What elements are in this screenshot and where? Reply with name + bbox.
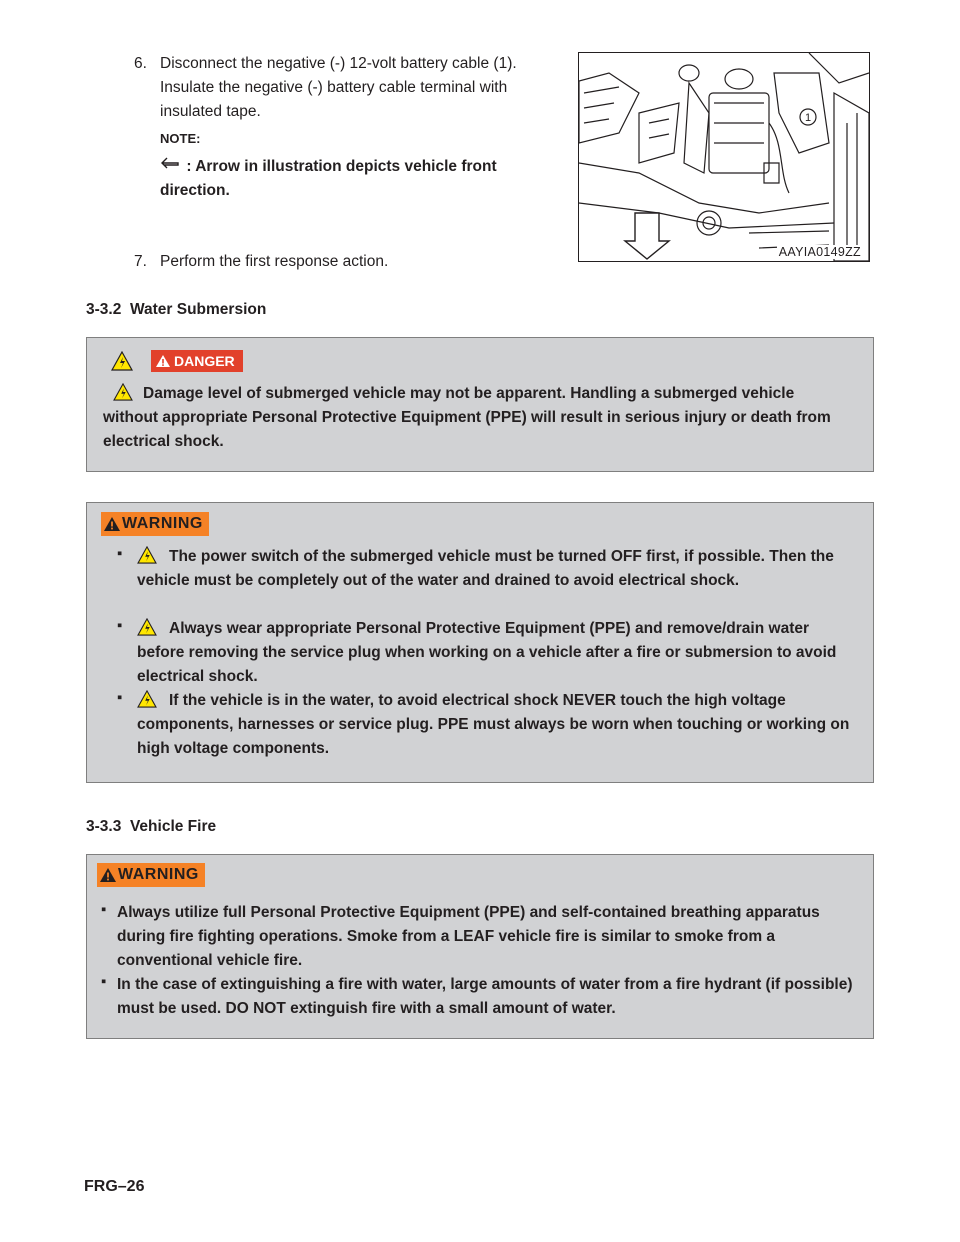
bullet: ▪: [117, 689, 123, 706]
note-body: : Arrow in illustration depicts vehicle front direction.: [160, 158, 497, 199]
high-voltage-icon: [137, 618, 157, 636]
bullet: ▪: [101, 901, 107, 918]
alert-icon: [155, 354, 171, 368]
warning-text: Always wear appropriate Personal Protective Equipment (PPE) and remove/drain water before removing the service plug when working on a vehicle after a fire or submersion to avoid electrical shock.: [137, 620, 837, 685]
danger-panel: [86, 337, 874, 472]
step-6: [134, 52, 554, 126]
page-number: FRG–26: [84, 1178, 145, 1195]
step-6-number: 6.: [134, 55, 147, 72]
step-7-text: Perform the first response action.: [160, 253, 389, 270]
danger-header: [111, 350, 243, 372]
arrow-icon: [160, 156, 182, 170]
danger-label: DANGER: [174, 353, 235, 369]
figure-callout: 1: [804, 112, 812, 124]
section-heading-fire: 3-3.3 Vehicle Fire: [86, 818, 217, 835]
warning-text: The power switch of the submerged vehicle must be turned OFF first, if possible. Then the vehicle must be completely out of the water and drained to avoid electrical shock.: [137, 548, 834, 589]
step-6-text: Disconnect the negative (-) 12-volt battery cable (1). Insulate the negative (-) battery cable terminal with insulated tape.: [160, 55, 517, 120]
warning-label: WARNING: [118, 866, 199, 883]
bullet: ▪: [117, 545, 123, 562]
warning-text: Always utilize full Personal Protective Equipment (PPE) and self-contained breathing apparatus during fire fighting operations. Smoke from a LEAF vehicle fire is similar to smoke from a conventional vehicle fire.: [117, 904, 820, 969]
warning-text: If the vehicle is in the water, to avoid electrical shock NEVER touch the high voltage components, harnesses or service plug. PPE must always be worn when touching or working on high voltage components.: [137, 692, 850, 757]
warning-item: [117, 545, 857, 593]
step-7-number: 7.: [134, 253, 147, 270]
danger-badge: [151, 350, 243, 372]
step-7: [134, 250, 554, 276]
warning-panel-water: [86, 502, 874, 783]
warning-text: In the case of extinguishing a fire with water, large amounts of water from a fire hydrant (if possible) must be used. DO NOT extinguish fire with a small amount of water.: [117, 976, 853, 1017]
warning-badge: [101, 512, 209, 536]
bullet: ▪: [117, 617, 123, 634]
high-voltage-icon: [137, 546, 157, 564]
high-voltage-icon: [137, 690, 157, 708]
battery-illustration: [578, 52, 870, 262]
alert-icon: [99, 867, 117, 883]
danger-text: [103, 382, 843, 454]
section-heading-water: 3-3.2 Water Submersion: [86, 301, 267, 318]
warning-badge: [97, 863, 205, 887]
high-voltage-icon: [113, 383, 133, 401]
warning-label: WARNING: [122, 515, 203, 532]
bullet: ▪: [101, 973, 107, 990]
high-voltage-icon: [111, 351, 133, 371]
warning-item: [117, 689, 857, 761]
warning-panel-fire: [86, 854, 874, 1039]
note-label: NOTE:: [160, 131, 201, 146]
warning-item: [117, 617, 857, 689]
figure-caption: AAYIA0149ZZ: [778, 245, 861, 259]
engine-bay-illustration: [579, 53, 869, 261]
warning-item: [101, 973, 861, 1021]
alert-icon: [103, 516, 121, 532]
note-text: [160, 155, 560, 203]
warning-item: [101, 901, 861, 973]
danger-message: Damage level of submerged vehicle may not be apparent. Handling a submerged vehicle without appropriate Personal Protective Equipment (PPE) will result in serious injury or death from electrical shock.: [103, 385, 831, 450]
